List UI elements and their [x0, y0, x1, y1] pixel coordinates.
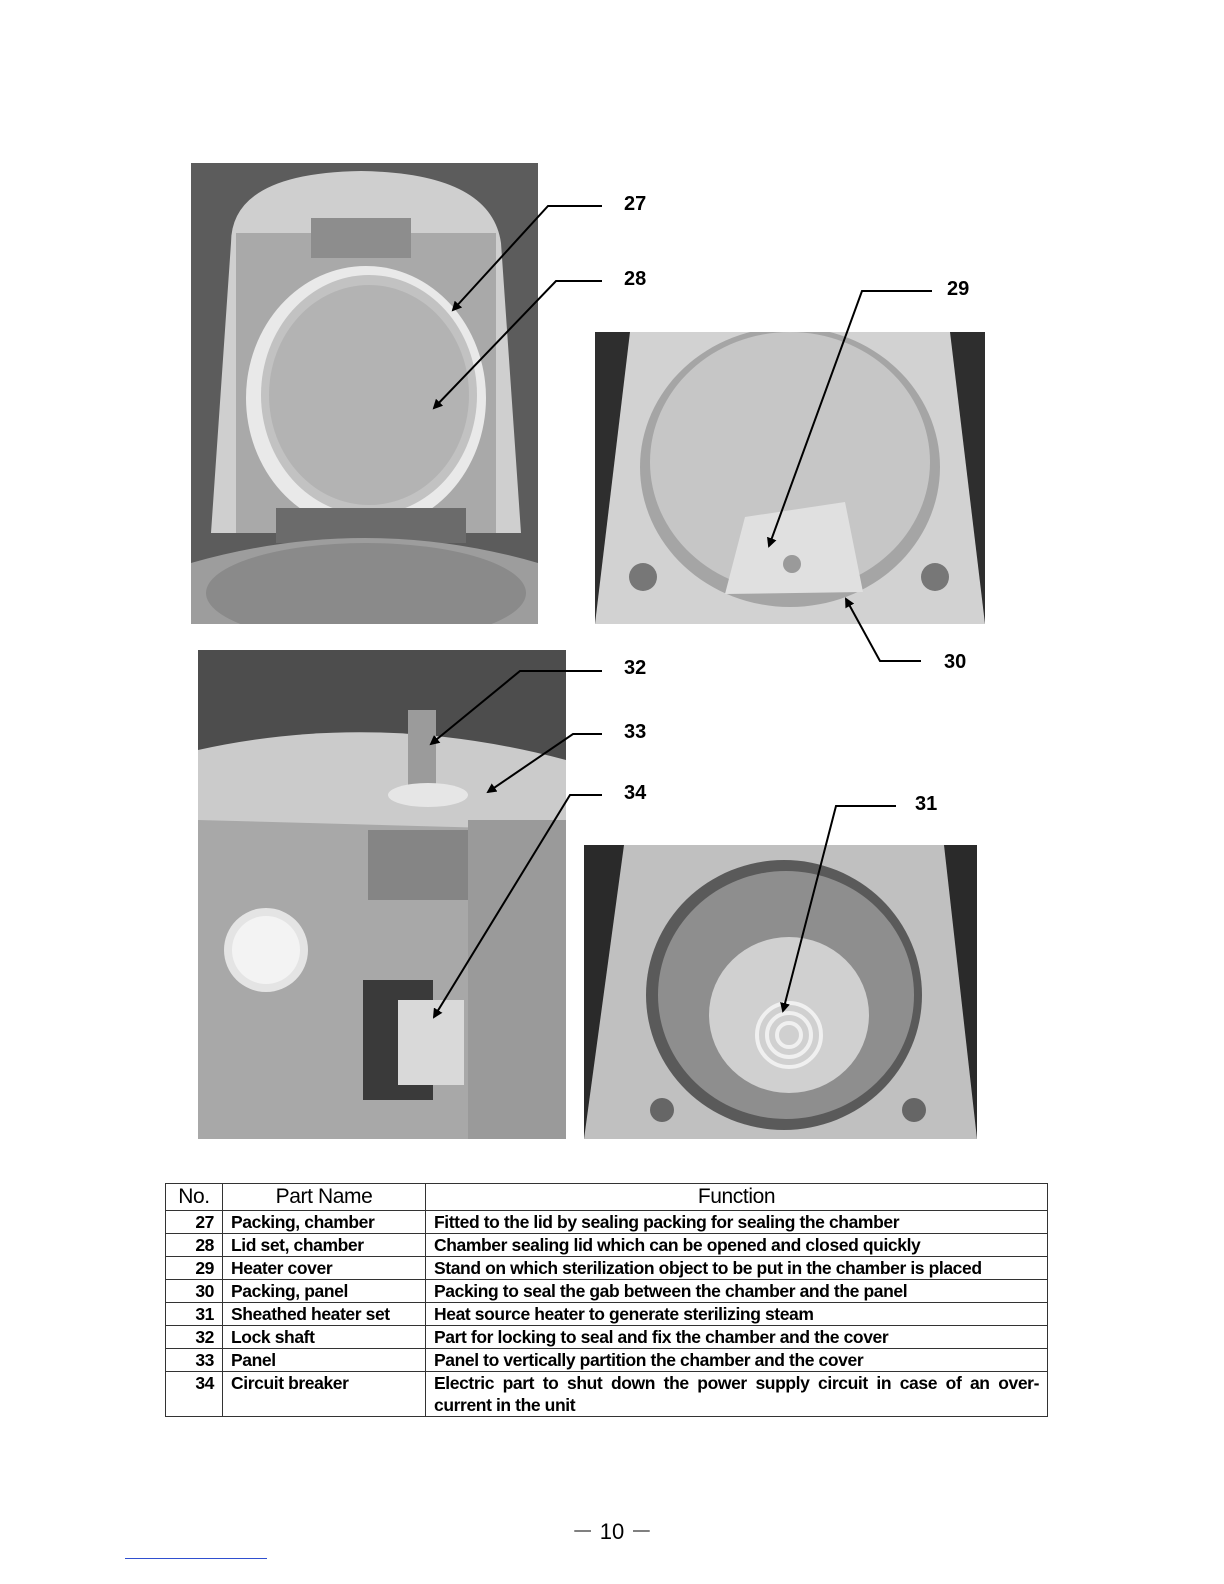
- callout-label-33: 33: [624, 721, 647, 743]
- cell-no: 30: [166, 1280, 223, 1303]
- table-row: [166, 1372, 1048, 1417]
- cell-no: 34: [166, 1372, 223, 1417]
- cell-no: 33: [166, 1349, 223, 1372]
- cell-part-name: Heater cover: [223, 1257, 426, 1280]
- header-function: Function: [426, 1184, 1048, 1211]
- table-row: [166, 1326, 1048, 1349]
- table-row: [166, 1257, 1048, 1280]
- cell-no: 31: [166, 1303, 223, 1326]
- table-row: [166, 1280, 1048, 1303]
- callout-label-27: 27: [624, 193, 647, 215]
- cell-no: 32: [166, 1326, 223, 1349]
- cell-part-name: Packing, chamber: [223, 1211, 426, 1234]
- cell-function: Stand on which sterilization object to be put in the chamber is placed: [426, 1257, 1048, 1280]
- page-number: － 10 －: [571, 1519, 653, 1544]
- parts-table: [165, 1183, 1048, 1417]
- cell-function: Part for locking to seal and fix the chamber and the cover: [426, 1326, 1048, 1349]
- cell-function: Packing to seal the gab between the chamber and the panel: [426, 1280, 1048, 1303]
- photo-side-view: [198, 650, 566, 1139]
- cell-part-name: Lid set, chamber: [223, 1234, 426, 1257]
- cell-function: Fitted to the lid by sealing packing for sealing the chamber: [426, 1211, 1048, 1234]
- cell-function: Panel to vertically partition the chamber and the cover: [426, 1349, 1048, 1372]
- cell-function: Chamber sealing lid which can be opened and closed quickly: [426, 1234, 1048, 1257]
- callout-label-29: 29: [947, 278, 970, 300]
- callout-label-31: 31: [915, 793, 938, 815]
- callout-label-34: 34: [624, 782, 647, 804]
- footer-rule: [125, 1558, 267, 1559]
- cell-part-name: Circuit breaker: [223, 1372, 426, 1417]
- cell-part-name: Lock shaft: [223, 1326, 426, 1349]
- table-row: [166, 1303, 1048, 1326]
- callout-label-30: 30: [944, 651, 967, 673]
- photo-chamber-top-view: [595, 332, 985, 624]
- cell-part-name: Sheathed heater set: [223, 1303, 426, 1326]
- header-no: No.: [166, 1184, 223, 1211]
- cell-part-name: Packing, panel: [223, 1280, 426, 1303]
- cell-function: Heat source heater to generate sterilizing steam: [426, 1303, 1048, 1326]
- cell-no: 29: [166, 1257, 223, 1280]
- callout-label-32: 32: [624, 657, 647, 679]
- table-row: [166, 1211, 1048, 1234]
- table-row: [166, 1234, 1048, 1257]
- photo-heater-view: [584, 845, 977, 1139]
- cell-function: Electric part to shut down the power supply circuit in case of an over-current in the unit: [426, 1372, 1048, 1417]
- header-part-name: Part Name: [223, 1184, 426, 1211]
- cell-no: 27: [166, 1211, 223, 1234]
- cell-no: 28: [166, 1234, 223, 1257]
- table-row: [166, 1349, 1048, 1372]
- photo-open-lid: [191, 163, 538, 624]
- table-header-row: [166, 1184, 1048, 1211]
- callout-label-28: 28: [624, 268, 647, 290]
- cell-part-name: Panel: [223, 1349, 426, 1372]
